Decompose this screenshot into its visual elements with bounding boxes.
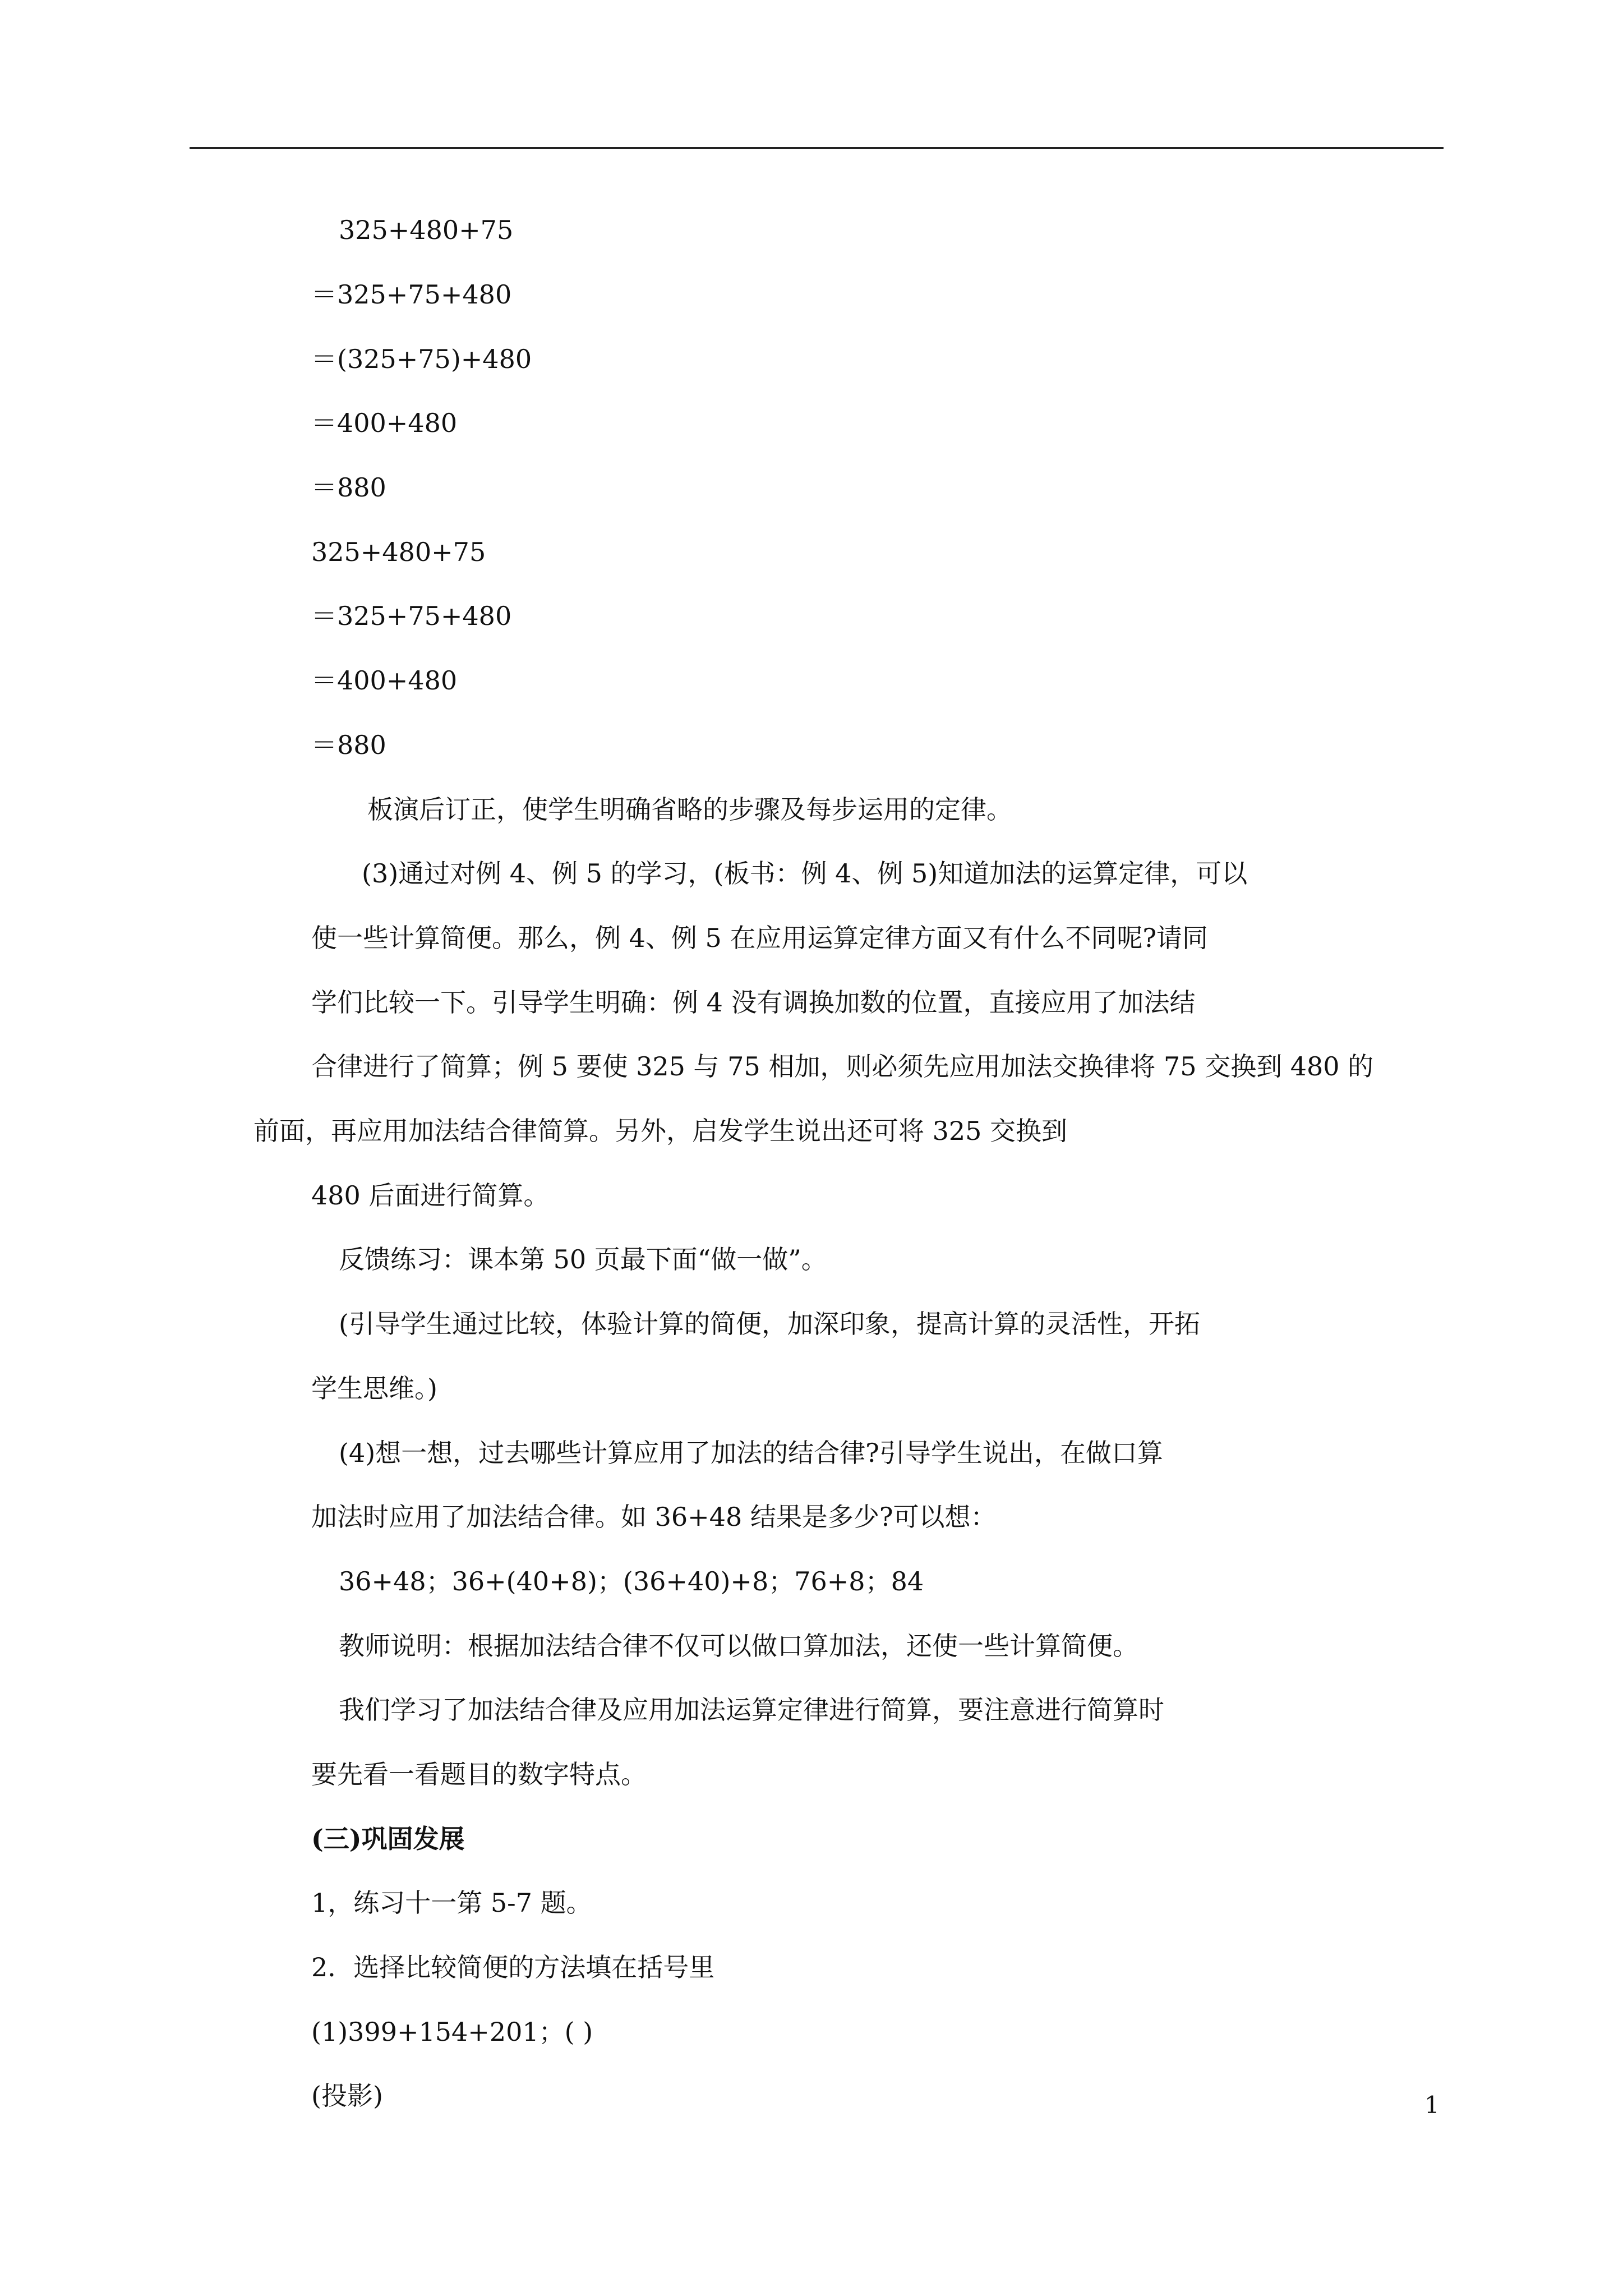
exercise-line: (1)399+154+201；( )	[311, 2017, 593, 2047]
calc-line-8: ＝400+480	[311, 665, 458, 696]
paragraph-line: 学生思维。)	[311, 1373, 437, 1404]
paragraph-line: (4)想一想，过去哪些计算应用了加法的结合律?引导学生说出，在做口算	[339, 1438, 1163, 1468]
paragraph-line: 合律进行了简算；例 5 要使 325 与 75 相加，则必须先应用加法交换律将 75 交换到 480 的	[311, 1051, 1374, 1082]
page-number: 1	[1424, 2091, 1440, 2119]
calc-line-9: ＝880	[311, 730, 386, 760]
paragraph-line: (引导学生通过比较，体验计算的简便，加深印象，提高计算的灵活性，开拓	[339, 1309, 1200, 1339]
paragraph-line: 要先看一看题目的数字特点。	[311, 1759, 647, 1789]
exercise-line: 1，练习十一第 5-7 题。	[311, 1888, 592, 1918]
calc-line-7: ＝325+75+480	[311, 601, 512, 631]
paragraph-line: 反馈练习：课本第 50 页最下面“做一做”。	[339, 1244, 827, 1274]
example-line: 36+48；36+(40+8)；(36+40)+8；76+8；84	[339, 1566, 924, 1596]
paragraph-line: 学们比较一下。引导学生明确：例 4 没有调换加数的位置，直接应用了加法结	[311, 987, 1196, 1018]
calc-line-5: ＝880	[311, 472, 386, 503]
paragraph-line: 教师说明：根据加法结合律不仅可以做口算加法，还使一些计算简便。	[339, 1631, 1138, 1661]
paragraph-line: 前面，再应用加法结合律简算。另外，启发学生说出还可将 325 交换到	[253, 1116, 1068, 1146]
header-rule	[190, 147, 1444, 149]
section-heading: (三)巩固发展	[311, 1824, 465, 1854]
calc-line-4: ＝400+480	[311, 408, 458, 438]
exercise-line: (投影)	[311, 2081, 383, 2111]
calc-line-1: 325+480+75	[339, 215, 514, 245]
paragraph-line: 使一些计算简便。那么，例 4、例 5 在应用运算定律方面又有什么不同呢?请同	[311, 923, 1209, 953]
paragraph-line: (3)通过对例 4、例 5 的学习，(板书：例 4、例 5)知道加法的运算定律，可以	[362, 858, 1248, 889]
paragraph-line: 加法时应用了加法结合律。如 36+48 结果是多少?可以想：	[311, 1502, 997, 1532]
calc-line-2: ＝325+75+480	[311, 279, 512, 310]
paragraph-line: 我们学习了加法结合律及应用加法运算定律进行简算，要注意进行简算时	[339, 1695, 1164, 1725]
exercise-line: 2．选择比较简便的方法填在括号里	[311, 1952, 715, 1982]
paragraph-line: 板演后订正，使学生明确省略的步骤及每步运用的定律。	[367, 794, 1012, 825]
calc-line-6: 325+480+75	[311, 537, 486, 567]
calc-line-3: ＝(325+75)+480	[311, 344, 532, 374]
paragraph-line: 480 后面进行简算。	[311, 1180, 550, 1211]
